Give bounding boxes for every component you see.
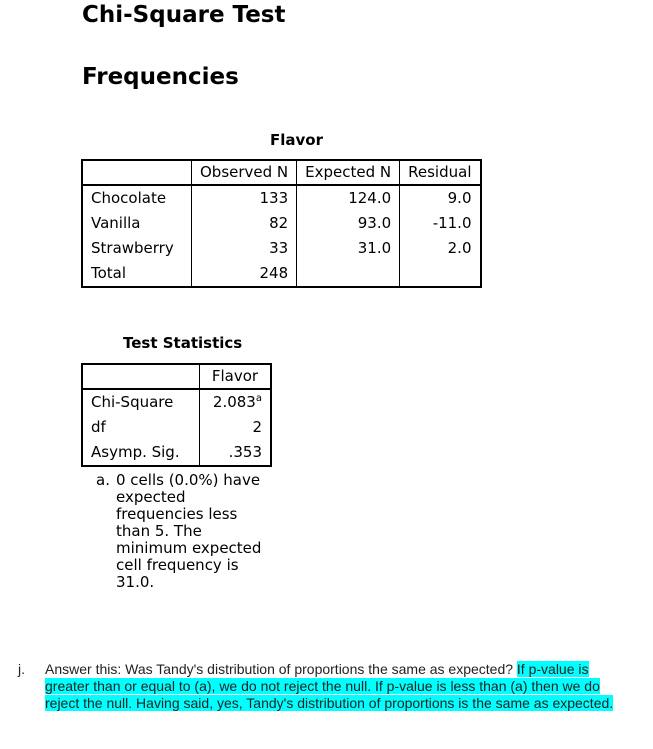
frequency-table: [81, 159, 482, 288]
expected-cell: [297, 261, 400, 287]
residual-cell: [400, 261, 481, 287]
residual-cell: -11.0: [400, 211, 481, 236]
table-row: [82, 440, 271, 466]
expected-cell: 31.0: [297, 236, 400, 261]
table-header-row: [82, 160, 481, 185]
footnote-mark: a.: [96, 471, 110, 489]
table-row: [82, 261, 481, 287]
table-footnote: [96, 472, 276, 591]
question-label: j.: [18, 661, 25, 677]
row-label: Asymp. Sig.: [82, 440, 200, 466]
table-row: [82, 415, 271, 440]
chi-square-value: 2.083: [212, 393, 256, 411]
question-prompt: Answer this: Was Tandy's distribution of proportions the same as expected?: [45, 661, 514, 677]
value-cell: 2: [252, 418, 262, 436]
table-row: [82, 211, 481, 236]
table-row: [82, 236, 481, 261]
observed-cell: 133: [192, 185, 297, 211]
residual-cell: 9.0: [400, 185, 481, 211]
header-observed: Observed N: [192, 160, 297, 185]
page-title: Chi-Square Test: [82, 2, 286, 28]
row-label: df: [82, 415, 200, 440]
footnote-ref: a: [255, 393, 262, 404]
observed-cell: 33: [192, 236, 297, 261]
test-statistics-caption: Test Statistics: [123, 334, 243, 352]
highlighted-answer: If p-value is greater than or equal to (a), we do not reject the null. If p-value is less than (a) then we do reject the null. Having said, yes, Tandy's distribution of proportions is the same as expected.: [45, 661, 614, 711]
expected-cell: 124.0: [297, 185, 400, 211]
frequency-table-caption: Flavor: [270, 131, 323, 149]
question-body: [45, 661, 628, 712]
corner-cell: [82, 160, 192, 185]
header-residual: Residual: [400, 160, 481, 185]
table-row: [82, 389, 271, 415]
expected-cell: 93.0: [297, 211, 400, 236]
observed-cell: 248: [192, 261, 297, 287]
header-flavor: Flavor: [200, 364, 272, 389]
row-label: Chocolate: [82, 185, 192, 211]
residual-cell: 2.0: [400, 236, 481, 261]
value-cell: [200, 389, 272, 415]
observed-cell: 82: [192, 211, 297, 236]
row-label: Vanilla: [82, 211, 192, 236]
value-cell: .353: [228, 443, 262, 461]
table-row: [82, 185, 481, 211]
section-title: Frequencies: [82, 64, 239, 90]
row-label: Chi-Square: [82, 389, 200, 415]
row-label: Total: [82, 261, 192, 287]
header-expected: Expected N: [297, 160, 400, 185]
footnote-text: 0 cells (0.0%) have expected frequencies less than 5. The minimum expected cell frequency is 31.0.: [116, 471, 262, 591]
corner-cell: [82, 364, 200, 389]
table-header-row: [82, 364, 271, 389]
row-label: Strawberry: [82, 236, 192, 261]
question-item: [18, 661, 628, 712]
test-statistics-table: [81, 363, 272, 467]
